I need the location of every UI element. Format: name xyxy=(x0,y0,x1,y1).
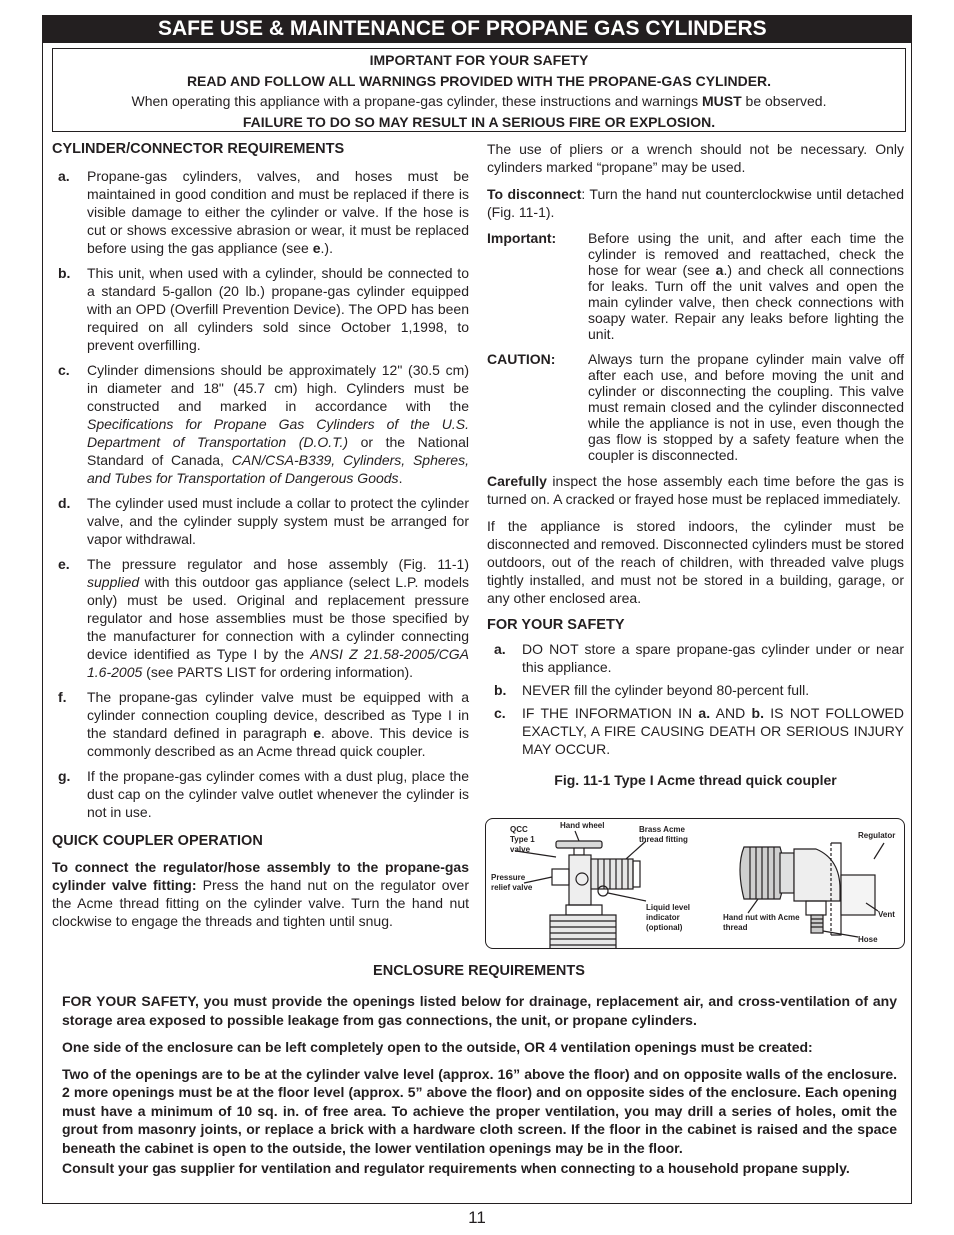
warning-line-4: FAILURE TO DO SO MAY RESULT IN A SERIOUS FIRE OR EXPLOSION. xyxy=(242,113,716,130)
enclosure-paragraph-1: FOR YOUR SAFETY, you must provide the openings listed below for drainage, replacement air, and cross-ventilation of any storage area exposed to possible leakage from gas connections, the unit, or propane cylinders. xyxy=(62,993,897,1028)
regulator-body xyxy=(794,849,840,901)
label-hand-nut: Hand nut with Acme thread xyxy=(723,913,800,932)
label-pressure: Pressure relief valve xyxy=(491,873,533,892)
disconnect-paragraph: To disconnect: Turn the hand nut counterclockwise until detached (Fig. 11-1). xyxy=(487,186,905,220)
cylinder-item-a: a. Propane-gas cylinders, valves, and hoses must be maintained in good condition and must be replaced if there is visible damage to either the cylinder or valve. If the hose is cut or shows excessive abrasion or wear, it must be replaced before using the gas appliance (see e.). xyxy=(58,168,469,256)
coupler-figure xyxy=(485,818,905,949)
safety-warning-box xyxy=(52,48,906,132)
left-column xyxy=(52,140,469,930)
cylinder-heading: CYLINDER/CONNECTOR REQUIREMENTS xyxy=(52,141,345,157)
cylinder-item-d: d. The cylinder used must include a collar to protect the cylinder valve, and the cylinder supply system must be arranged for vapor withdrawal. xyxy=(58,495,469,547)
cylinder-item-e: e. The pressure regulator and hose assembly (Fig. 11-1) supplied with this outdoor gas appliance (select L.P. models only) must be used. Original and replacement pressure regulator and hose assemblies must be those specified by the manufacturer for connection with a cylinder connecting device identified as Type I by the ANSI Z 21.58-2005/CGA 1.6-2005 (see PARTS LIST for ordering information). xyxy=(58,556,469,680)
label-hand-wheel: Hand wheel xyxy=(560,821,605,830)
cylinder-item-g: g. If the propane-gas cylinder comes with a dust plug, place the dust cap on the cylinder valve outlet whenever the cylinder is not in use. xyxy=(58,768,469,820)
cylinder-item-f: f. The propane-gas cylinder valve must be equipped with a cylinder connection coupling device, described as Type I in the standard defined in paragraph e. above. This device is commonly described as an Acme thread quick coupler. xyxy=(58,689,470,759)
safety-heading: FOR YOUR SAFETY xyxy=(487,617,625,633)
warning-line-1: IMPORTANT FOR YOUR SAFETY xyxy=(369,52,589,68)
safety-item-c: c. IF THE INFORMATION IN a. AND b. IS NOT FOLLOWED EXACTLY, A FIRE CAUSING DEATH OR SERIOUS INJURY MAY OCCUR. xyxy=(494,705,905,757)
pliers-paragraph: The use of pliers or a wrench should not be necessary. Only cylinders marked “propane” may be used. xyxy=(487,141,904,175)
figure-title: Fig. 11-1 Type I Acme thread quick coupler xyxy=(554,772,837,788)
cylinder-item-c: c. Cylinder dimensions should be approximately 12" (30.5 cm) in diameter and 18" (45.7 cm) high. Cylinders must be constructed and marked in accordance with the Specifications for Propane Gas Cylinders of the U.S. Department of Transportation (D.O.T.) or the National Standard of Canada, CAN/CSA-B339, Cylinders, Spheres, and Tubes for Transportation of Dangerous Goods. xyxy=(58,362,469,486)
safety-item-b: b. NEVER fill the cylinder beyond 80-percent full. xyxy=(494,682,810,698)
carefully-paragraph: Carefully inspect the hose assembly each time before the gas is turned on. A cracked or frayed hose must be replaced immediately. xyxy=(487,473,904,507)
right-column xyxy=(487,140,904,789)
enclosure-heading: ENCLOSURE REQUIREMENTS xyxy=(373,963,585,979)
warning-line-2: READ AND FOLLOW ALL WARNINGS PROVIDED WITH THE PROPANE-GAS CYLINDER. xyxy=(186,72,772,89)
important-note: Important: Before using the unit, and after each time the cylinder is removed and reattached, check the hose for wear (see a.) and check all connections for leaks. Turn off the unit valves and open the main cylinder valve, then check connections with soapy water. Repair any leaks before lighting the unit. xyxy=(487,230,904,342)
brass-fitting xyxy=(591,859,633,889)
cylinder-collar xyxy=(550,915,616,949)
label-brass: Brass Acme thread fitting xyxy=(639,825,688,844)
enclosure-paragraph-2: One side of the enclosure can be left completely open to the outside, OR 4 ventilation openings must be created: xyxy=(62,1039,813,1055)
warning-line-3: When operating this appliance with a propane-gas cylinder, these instructions and warnings MUST be observed. xyxy=(131,93,827,109)
enclosure-section xyxy=(62,992,897,1185)
pressure-relief-valve xyxy=(552,869,569,885)
enclosure-paragraph-3: Two of the openings are to be at the cylinder valve level (approx. 16” above the floor) and on opposite walls of the enclosure. 2 more openings must be at the floor level (approx. 5” above the floor) and on opposite sides of the enclosure. Each opening must have a minimum of 10 sq. in. of free area. To achieve the proper ventilation, you may drill a series of holes, omit the grout from masonry joints, or replace a brick with a hardware cloth screen. If the floor in the cabinet is raised and the space beneath the cabinet is open to the outside, the lower ventilation openings may be in the floor. xyxy=(62,1065,897,1156)
page-number: 11 xyxy=(468,1208,486,1227)
label-liquid: Liquid level indicator (optional) xyxy=(646,903,691,932)
coupler-paragraph: To connect the regulator/hose assembly to the propane-gas cylinder valve fitting: Press the hand nut on the regulator over the Acme thread fitting on the cylinder valve. Turn the hand nut clockwise to engage the threads and tighten until snug. xyxy=(52,859,469,929)
vent xyxy=(841,875,875,915)
label-vent: Vent xyxy=(878,910,895,919)
label-regulator: Regulator xyxy=(858,831,896,840)
page-title: SAFE USE & MAINTENANCE OF PROPANE GAS CYLINDERS xyxy=(42,15,912,42)
caution-note: CAUTION: Always turn the propane cylinder main valve off after each use, and before moving the unit and cylinder or disconnecting the coupling. This valve must remain closed and the cylinder disconnected while the appliance is not in use, even though the gas flow is stopped by a safety feature when the coupler is disconnected. xyxy=(487,351,904,463)
safety-item-a: a. DO NOT store a spare propane-gas cylinder under or near this appliance. xyxy=(494,641,904,675)
label-hose: Hose xyxy=(858,935,878,944)
cylinder-item-b: b. This unit, when used with a cylinder, should be connected to a standard 5-gallon (20 lb.) propane-gas cylinder equipped with an OPD (Overfill Prevention Device). The OPD has been required on all cylinders sold since October 1,1998, to prevent overfilling. xyxy=(58,265,469,353)
enclosure-paragraph-4: Consult your gas supplier for ventilation and regulator requirements when connecting to a household propane supply. xyxy=(62,1160,850,1176)
hand-wheel xyxy=(556,841,602,848)
indoors-paragraph: If the appliance is stored indoors, the cylinder must be disconnected and removed. Disconnected cylinders must be stored outdoors, out of the reach of children, with threaded valve plugs tightly installed, and must not be stored in a building, garage, or any other enclosed area. xyxy=(487,518,904,606)
label-qcc: QCC Type 1 valve xyxy=(510,825,535,854)
coupler-heading: QUICK COUPLER OPERATION xyxy=(52,833,263,849)
fitting-tip xyxy=(633,861,640,887)
